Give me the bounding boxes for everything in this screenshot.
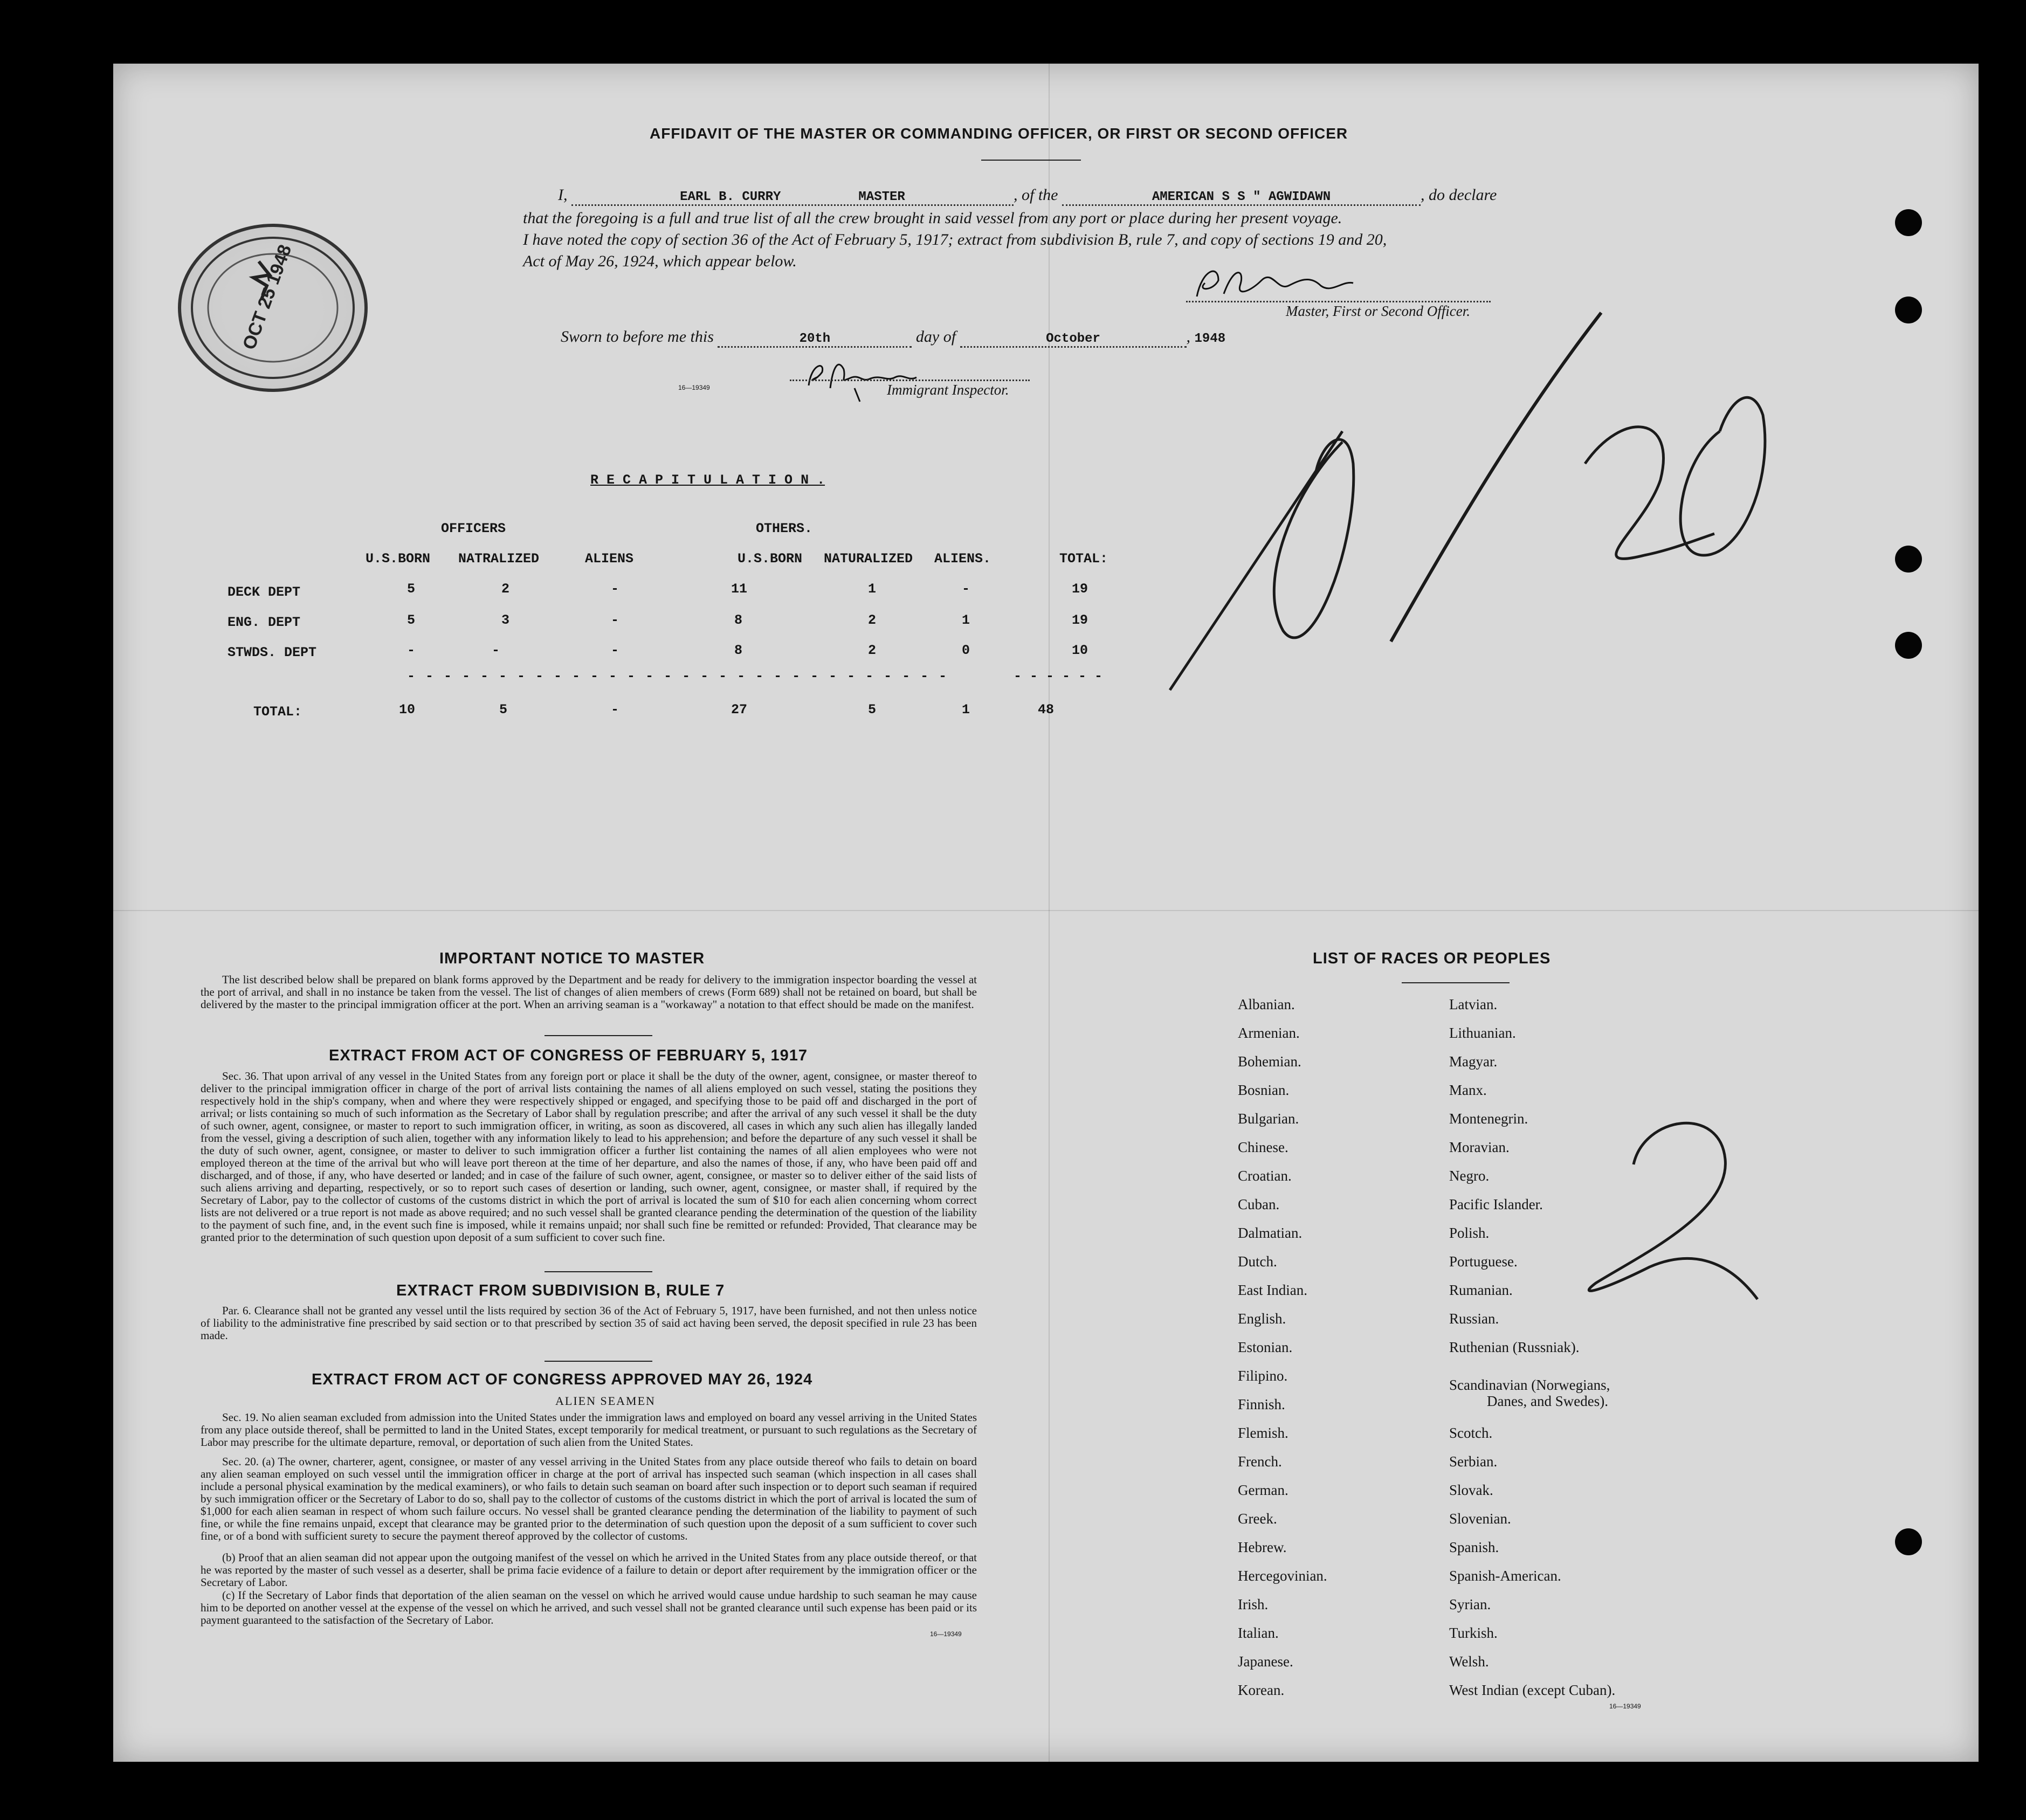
cell: 5: [407, 581, 416, 597]
total-cell: 5: [499, 702, 508, 718]
form-number-top: 16—19349: [678, 384, 710, 391]
sworn-year: 1948: [1194, 332, 1226, 346]
race-item: Cuban.: [1238, 1196, 1280, 1212]
race-item: Rumanian.: [1449, 1282, 1513, 1298]
race-item: Bosnian.: [1238, 1082, 1290, 1098]
cell: 11: [731, 581, 748, 597]
row-label-eng: ENG. DEPT: [228, 615, 301, 630]
race-item: German.: [1238, 1482, 1288, 1498]
race-item: Russian.: [1449, 1311, 1499, 1327]
race-item: Armenian.: [1238, 1025, 1300, 1041]
race-item: Estonian.: [1238, 1339, 1293, 1355]
vessel-name: AMERICAN S S " AGWIDAWN: [1062, 190, 1421, 206]
cell: -: [492, 643, 500, 658]
total-cell: -: [611, 702, 619, 718]
extract-1924-title: EXTRACT FROM ACT OF CONGRESS APPROVED MAY 26, 1924: [312, 1371, 813, 1388]
race-item: Bulgarian.: [1238, 1111, 1299, 1127]
handwritten-date-mark: [1159, 302, 1822, 722]
cell: 1: [868, 581, 877, 597]
extract-1917-title: EXTRACT FROM ACT OF CONGRESS OF FEBRUARY 5, 1917: [329, 1047, 808, 1064]
race-item: Irish.: [1238, 1596, 1269, 1612]
race-item: Italian.: [1238, 1625, 1279, 1641]
group-officers: OFFICERS: [441, 521, 506, 536]
declaration-line-1: [558, 186, 1497, 206]
horizontal-fold-line: [113, 910, 1979, 911]
master-name-field: [571, 190, 1014, 206]
do-declare-label: , do declare: [1421, 186, 1497, 204]
race-item: Flemish.: [1238, 1425, 1288, 1441]
col-header-aliens: ALIENS: [585, 551, 634, 567]
of-the-label: , of the: [1014, 186, 1058, 204]
col-header-others-aliens: ALIENS.: [934, 551, 991, 567]
declare-prefix: I,: [558, 186, 568, 204]
extract-1924-sec20a: Sec. 20. (a) The owner, charterer, agent, consignee, or master of any vessel arriving in the United States from any place outside thereof who fails to detain on board any alien seaman employed on such vessel until the immigration officer in charge at the port of arrival has inspected such seaman (which inspection in all cases shall include a personal physical examination by the medical examiners), or who fails to detain such seaman on board after such inspection or to deport such seaman if required by such immigration officer or the Secretary of Labor to do so, shall pay to the collector of customs of the customs district in which the port of arrival is located the sum of $1,000 for each alien seaman in respect of whom such failure occurs. No vessel shall be granted clearance pending the determination of the liability to payment of such fine, or while the fine remains unpaid, except that clearance may be granted prior to the determination of such question upon the deposit of a sum sufficient to cover such fine, or of a bond with sufficient surety to secure the payment thereof approved by the collector of customs.: [201, 1455, 977, 1542]
races-title: LIST OF RACES OR PEOPLES: [1313, 950, 1551, 967]
race-item: Greek.: [1238, 1511, 1277, 1527]
cell: 19: [1072, 612, 1088, 628]
race-item: West Indian (except Cuban).: [1449, 1682, 1616, 1698]
extract-1924-sec19: Sec. 19. No alien seaman excluded from admission into the United States under the immigration laws and employed on board any vessel arriving in the United States from any place outside thereof, shall be permitted to land in the United States, except temporarily for medical treatment, or pursuant to such regulations as the Secretary of Labor may prescribe for the ultimate departure, removal, or deportation of such alien from the United States.: [201, 1411, 977, 1449]
row-label-stwds: STWDS. DEPT: [228, 645, 317, 660]
vertical-fold-line: [1049, 64, 1050, 1762]
race-item: Chinese.: [1238, 1139, 1288, 1155]
total-cell: 1: [962, 702, 970, 718]
master-caption: Master, First or Second Officer.: [1286, 303, 1470, 319]
inspector-line: [790, 380, 1030, 381]
race-item: East Indian.: [1238, 1282, 1307, 1298]
declaration-line-4: Act of May 26, 1924, which appear below.: [523, 252, 797, 270]
cell: 3: [501, 612, 510, 628]
punch-hole: [1895, 1528, 1922, 1555]
declaration-line-3: I have noted the copy of section 36 of the Act of February 5, 1917; extract from subdivision B, rule 7, and copy of sections 19 and 20,: [523, 231, 1387, 249]
race-item: Manx.: [1449, 1082, 1487, 1098]
sworn-prefix: Sworn to before me this: [561, 328, 714, 346]
separator-dashes-total: - - - - - -: [1014, 668, 1103, 684]
race-item: Filipino.: [1238, 1368, 1288, 1384]
total-cell: 27: [731, 702, 748, 718]
recap-title: R E C A P I T U L A T I O N .: [590, 472, 825, 488]
race-item: Turkish.: [1449, 1625, 1498, 1641]
race-item: Portuguese.: [1449, 1253, 1518, 1270]
extract-1917-rule: [545, 1271, 652, 1272]
col-header-naturalized: NATRALIZED: [458, 551, 540, 567]
total-cell: 5: [868, 702, 877, 718]
race-item: Polish.: [1449, 1225, 1490, 1241]
row-label-deck: DECK DEPT: [228, 584, 301, 600]
sworn-month: October: [960, 332, 1187, 348]
cell: -: [611, 612, 619, 628]
notice-text: The list described below shall be prepared on blank forms approved by the Department and be ready for delivery to the immigration inspector boarding the vessel at the port of arrival, and shall in no instance be taken from the vessel. The list of changes of alien members of crews (Form 689) shall not be retained on board, but shall be delivered by the master to the principal immigration officer at the port. When an arriving seaman is a "workaway" a notation to that effect should be made on the manifest.: [201, 973, 977, 1011]
col-header-others-naturalized: NATURALIZED: [824, 551, 913, 567]
cell: -: [407, 643, 416, 658]
group-others: OTHERS.: [756, 521, 813, 536]
race-item: Syrian.: [1449, 1596, 1491, 1612]
race-item: Albanian.: [1238, 996, 1295, 1012]
master-name: EARL B. CURRY: [680, 190, 781, 204]
extract-1924-sec20c: (c) If the Secretary of Labor finds that deportation of the alien seaman on the vessel on which he arrived would cause undue hardship to such seaman he may cause him to be deported on another vessel at the expense of the vessel on which he arrived, and such vessel shall not be granted clearance until such expense has been paid or its payment guaranteed to the satisfaction of the Secretary of Labor.: [201, 1589, 977, 1626]
races-rule: [1402, 982, 1510, 983]
form-number-races: 16—19349: [1609, 1702, 1641, 1710]
race-item: Slovenian.: [1449, 1511, 1511, 1527]
master-signature: [1186, 259, 1488, 307]
race-item: Negro.: [1449, 1168, 1490, 1184]
race-item: Scandinavian (Norwegians,: [1449, 1377, 1610, 1393]
punch-hole: [1895, 209, 1922, 236]
race-item: Spanish-American.: [1449, 1568, 1561, 1584]
cell: 2: [501, 581, 510, 597]
extract-1924-sec20b: (b) Proof that an alien seaman did not appear upon the outgoing manifest of the vessel on which he arrived in the United States from any place outside thereof, or that he was reported by the master of such vessel as a deserter, shall be prima facie evidence of a failure to detain or deport after requirement by the immigration officer or the Secretary of Labor.: [201, 1551, 977, 1589]
punch-hole: [1895, 297, 1922, 323]
punch-hole: [1895, 546, 1922, 573]
race-item: Scotch.: [1449, 1425, 1493, 1441]
total-label: TOTAL:: [253, 704, 302, 720]
race-item: Finnish.: [1238, 1396, 1285, 1412]
race-item: Spanish.: [1449, 1539, 1499, 1555]
cell: -: [611, 581, 619, 597]
race-item: Serbian.: [1449, 1453, 1498, 1470]
race-item: Welsh.: [1449, 1653, 1489, 1670]
affidavit-title: AFFIDAVIT OF THE MASTER OR COMMANDING OFFICER, OR FIRST OR SECOND OFFICER: [650, 125, 1348, 142]
cell: 5: [407, 612, 416, 628]
notice-title: IMPORTANT NOTICE TO MASTER: [439, 950, 705, 967]
subdivision-text: Par. 6. Clearance shall not be granted any vessel until the lists required by section 36 of the Act of February 5, 1917, have been furnished, and not then unless notice of liability to the administrative fine prescribed by said section or to that prescribed by section 35 of said act having been served, the deposit specified in rule 23 has been made.: [201, 1304, 977, 1342]
race-item: Danes, and Swedes).: [1487, 1393, 1608, 1409]
declaration-line-2: that the foregoing is a full and true list of all the crew brought in said vessel from any port or place during her present voyage.: [523, 209, 1342, 227]
race-item: Moravian.: [1449, 1139, 1510, 1155]
col-header-us-born: U.S.BORN: [366, 551, 431, 567]
total-cell: 48: [1038, 702, 1055, 718]
race-item: French.: [1238, 1453, 1282, 1470]
cell: -: [962, 581, 970, 597]
race-item: Montenegrin.: [1449, 1111, 1528, 1127]
race-item: Dalmatian.: [1238, 1225, 1303, 1241]
form-number-bottom: 16—19349: [930, 1630, 962, 1638]
race-item: Korean.: [1238, 1682, 1285, 1698]
race-item: Latvian.: [1449, 996, 1498, 1012]
extract-1924-subtitle: ALIEN SEAMEN: [555, 1394, 656, 1408]
cell: 8: [734, 643, 743, 658]
race-item: Hebrew.: [1238, 1539, 1287, 1555]
cell: -: [611, 643, 619, 658]
race-item: English.: [1238, 1311, 1286, 1327]
race-item: Slovak.: [1449, 1482, 1493, 1498]
race-item: Dutch.: [1238, 1253, 1277, 1270]
punch-hole: [1895, 632, 1922, 659]
race-item: Pacific Islander.: [1449, 1196, 1543, 1212]
notice-rule: [545, 1035, 652, 1036]
race-item: Bohemian.: [1238, 1053, 1301, 1070]
cell: 2: [868, 612, 877, 628]
sworn-line: Sworn to before me this 20th day of October , 1948: [561, 328, 1225, 348]
cell: 2: [868, 643, 877, 658]
extract-1917-text: Sec. 36. That upon arrival of any vessel in the United States from any foreign port or place it shall be the duty of the owner, agent, consignee, or master thereof to deliver to the principal immigration officer in charge of the port of arrival lists containing the names of all aliens employed on such vessel, stating the positions they respectively hold in the ship's company, when and where they were respectively shipped or engaged, and specifying those to be paid off and discharged in the port of arrival; or lists containing so much of such information as the Secretary of Labor shall by regulation prescribe; and after the arrival of any such vessel it shall be the duty of such owner, agent, consignee, or master to report to such immigration officer, in writing, as soon as discovered, all cases in which any such alien has illegally landed from the vessel, giving a description of such alien, together with any information likely to lead to his apprehension; and before the departure of any such vessel it shall be the duty of such owner, agent, consignee, or master to deliver to such immigration officer a further list containing the names of all alien employees who were not employed thereon at the time of the arrival but who will leave port thereon at the time of her departure, and also the names of those, if any, who have been paid off and discharged, and of those, if any, who have deserted or landed; and in case of the failure of such owner, agent, consignee, or master so to deliver either of the said lists of such aliens arriving and departing, respectively, or so to report such cases of desertion or landing, such owner, agent, consignee, or master shall, if required by the Secretary of Labor, pay to the collector of customs of the customs district in which the port of arrival is located the sum of $10 for each alien concerning whom correct lists are not delivered or a true report is not made as above required; and no such vessel shall be granted clearance pending the determination of the question of the liability to the payment of such fine, and, in the event such fine is imposed, while it remains unpaid; nor shall such fine be remitted or refunded: Provided, That clearance may be granted prior to the determination of such question upon deposit of a sum sufficient to cover such fine.: [201, 1070, 977, 1244]
sworn-day: 20th: [718, 332, 912, 348]
cell: 1: [962, 612, 970, 628]
total-cell: 10: [399, 702, 416, 718]
col-header-others-us-born: U.S.BORN: [738, 551, 803, 567]
cell: 0: [962, 643, 970, 658]
cell: 10: [1072, 643, 1088, 658]
race-item: Magyar.: [1449, 1053, 1498, 1070]
title-underline: [981, 160, 1081, 161]
cell: 19: [1072, 581, 1088, 597]
race-item: Japanese.: [1238, 1653, 1293, 1670]
race-item: Croatian.: [1238, 1168, 1292, 1184]
col-header-total: TOTAL:: [1059, 551, 1108, 567]
day-of-label: day of: [915, 328, 956, 346]
handwritten-page-mark: [1563, 1100, 1790, 1315]
separator-dashes: - - - - - - - - - - - - - - - - - - - - - - - - - - - - - -: [407, 668, 948, 684]
race-item: Hercegovinian.: [1238, 1568, 1327, 1584]
stamp-ring: [178, 224, 368, 392]
stamp-date: OCT 25 1948: [238, 242, 296, 353]
inspector-caption: Immigrant Inspector.: [887, 382, 1009, 398]
subdivision-title: EXTRACT FROM SUBDIVISION B, RULE 7: [396, 1282, 725, 1299]
subdivision-rule: [545, 1361, 652, 1362]
race-item: Lithuanian.: [1449, 1025, 1516, 1041]
cell: 8: [734, 612, 743, 628]
master-rank: MASTER: [858, 190, 905, 204]
race-item: Ruthenian (Russniak).: [1449, 1339, 1580, 1355]
